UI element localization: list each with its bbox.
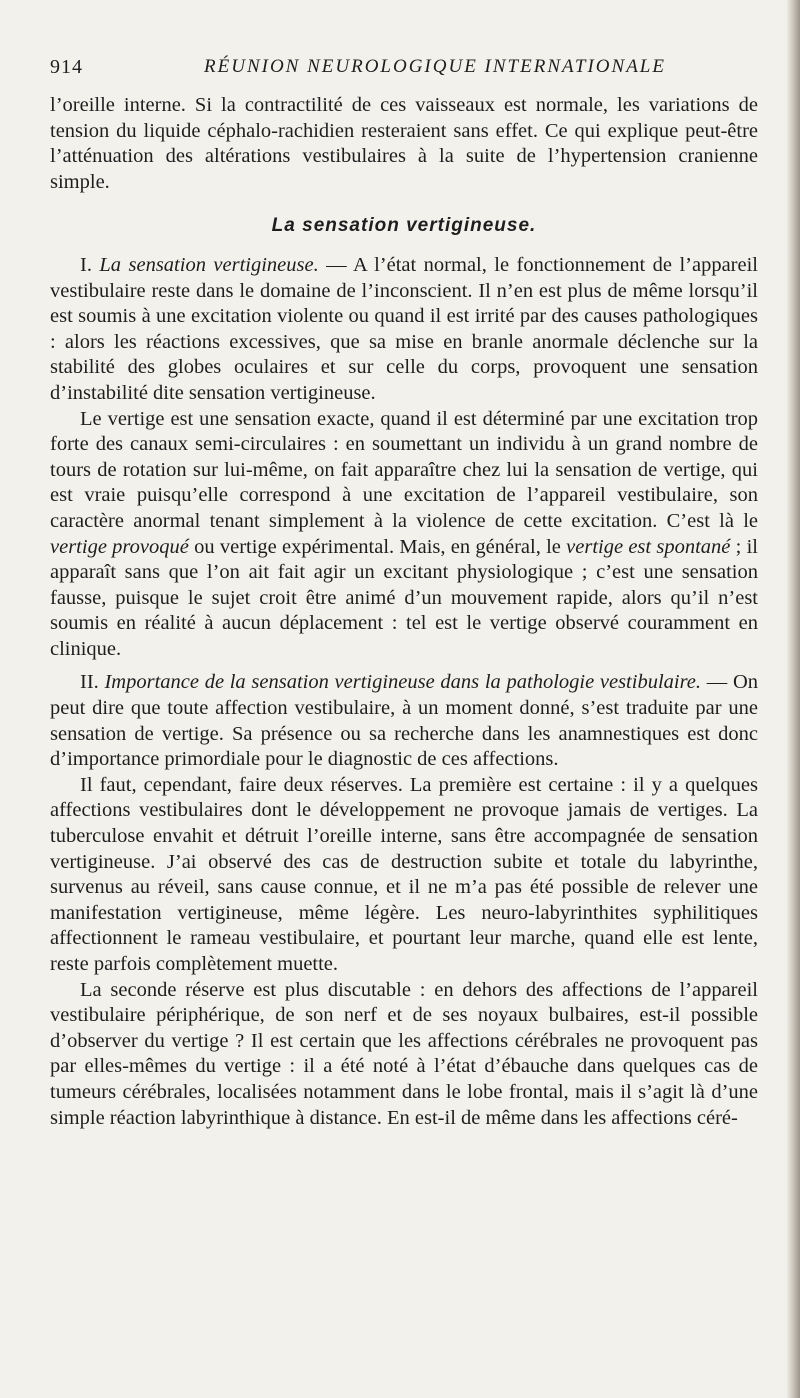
section-numeral: II. bbox=[80, 671, 99, 694]
paragraph-seconde-reserve: La seconde réserve est plus discutable : en dehors des affections de l’appareil vestibulaire périphérique, de son nerf et de ses noyaux bulbaires, est-il possible d’observer du vertige ? Il est certain que les affections cérébrales ne provoquent pas par elles-mêmes du vertige : il a été noté à l’état d’ébauche dans quelques cas de tumeurs cérébrales, localisées notamment dans le lobe frontal, mais il s’agit là d’une simple réaction labyrinthique à distance. En est-il de même dans les affections céré- bbox=[50, 978, 758, 1129]
paragraph-sensation-vertigineuse bbox=[50, 253, 758, 407]
paragraph-text: ou vertige expérimental. Mais, en général, le bbox=[188, 535, 567, 558]
page-edge-shadow bbox=[786, 0, 800, 1398]
section-heading: La sensation vertigineuse. bbox=[271, 215, 537, 237]
running-title: RÉUNION NEUROLOGIQUE INTERNATIONALE bbox=[204, 56, 666, 77]
paragraph-text: ; il apparaît sans que l’on ait fait agir un excitant physiologique ; c’est une sensation fausse, puisque le sujet croit être animé d’un mouvement rapide, alors qu’il n’est soumis en réalité à aucun déplacement : tel est le vertige observé couramment en clinique. bbox=[50, 535, 758, 660]
page-number: 914 bbox=[50, 56, 83, 78]
paragraph-text: — A l’état normal, le fonctionnement de l’appareil vestibulaire reste dans le domaine de l’inconscient. Il n’en est plus de même lorsqu’il est soumis à une excitation violente ou quand il est irrité par des causes pathologiques : alors les réactions excessives, que sa mise en branle anormale déclenche sur la stabilité des globes oculaires et sur celle du corps, provoquent une sensation d’instabilité dite sensation vertigineuse. bbox=[50, 253, 758, 404]
paragraph-text: — On peut dire que toute affection vestibulaire, à un moment donné, s’est traduite par une sensation de vertige. Sa présence ou sa recherche dans les anamnestiques est donc d’importance primordiale pour le diagnostic de ces affections. bbox=[50, 671, 759, 771]
page-body bbox=[50, 93, 758, 1131]
paragraph-reserves: Il faut, cependant, faire deux réserves. La première est certaine : il y a quelques affections vestibulaires dont le développement ne provoque jamais de vertiges. La tuberculose envahit et détruit l’oreille interne, sans être accompagnée de sensation vertigineuse. J’ai observé des cas de destruction subite et totale du labyrinthe, survenus au réveil, sans cause connue, et il ne m’a pas été possible de relever une manifestation vertigineuse, même légère. Les neuro-labyrinthites syphilitiques affectionnent le rameau vestibulaire, et pourtant leur marche, quand elle est lente, reste parfois complètement muette. bbox=[50, 773, 758, 975]
paragraph-vertige bbox=[50, 407, 758, 663]
paragraph-text: Le vertige est une sensation exacte, quand il est déterminé par une excitation trop forte des canaux semi-circulaires : en soumettant un individu à un grand nombre de tours de rotation sur lui-même, on fait apparaître chez lui la sensation de vertige, qui est vraie puisqu’elle correspond à une excitation de l’appareil vestibulaire, son caractère anormal tenant simplement à la violence de cette excitation. C’est là le bbox=[50, 407, 758, 532]
page-header bbox=[50, 56, 740, 84]
emphasis-vertige-provoque: vertige provoqué bbox=[50, 535, 189, 558]
emphasis-vertige-spontane: vertige est spontané bbox=[566, 535, 731, 558]
section-numeral: I. bbox=[80, 253, 92, 276]
subsection-title: Importance de la sensation vertigineuse dans la pathologie vestibulaire. bbox=[104, 671, 702, 694]
paragraph-continuation: l’oreille interne. Si la contractilité de ces vaisseaux est normale, les variations de tension du liquide céphalo-rachidien resteraient sans effet. Ce qui explique peut-être l’atténuation des altérations vestibulaires à la suite de l’hypertension cranienne simple. bbox=[50, 94, 758, 193]
subsection-title: La sensation vertigineuse. bbox=[99, 253, 319, 276]
paragraph-importance bbox=[50, 670, 758, 772]
